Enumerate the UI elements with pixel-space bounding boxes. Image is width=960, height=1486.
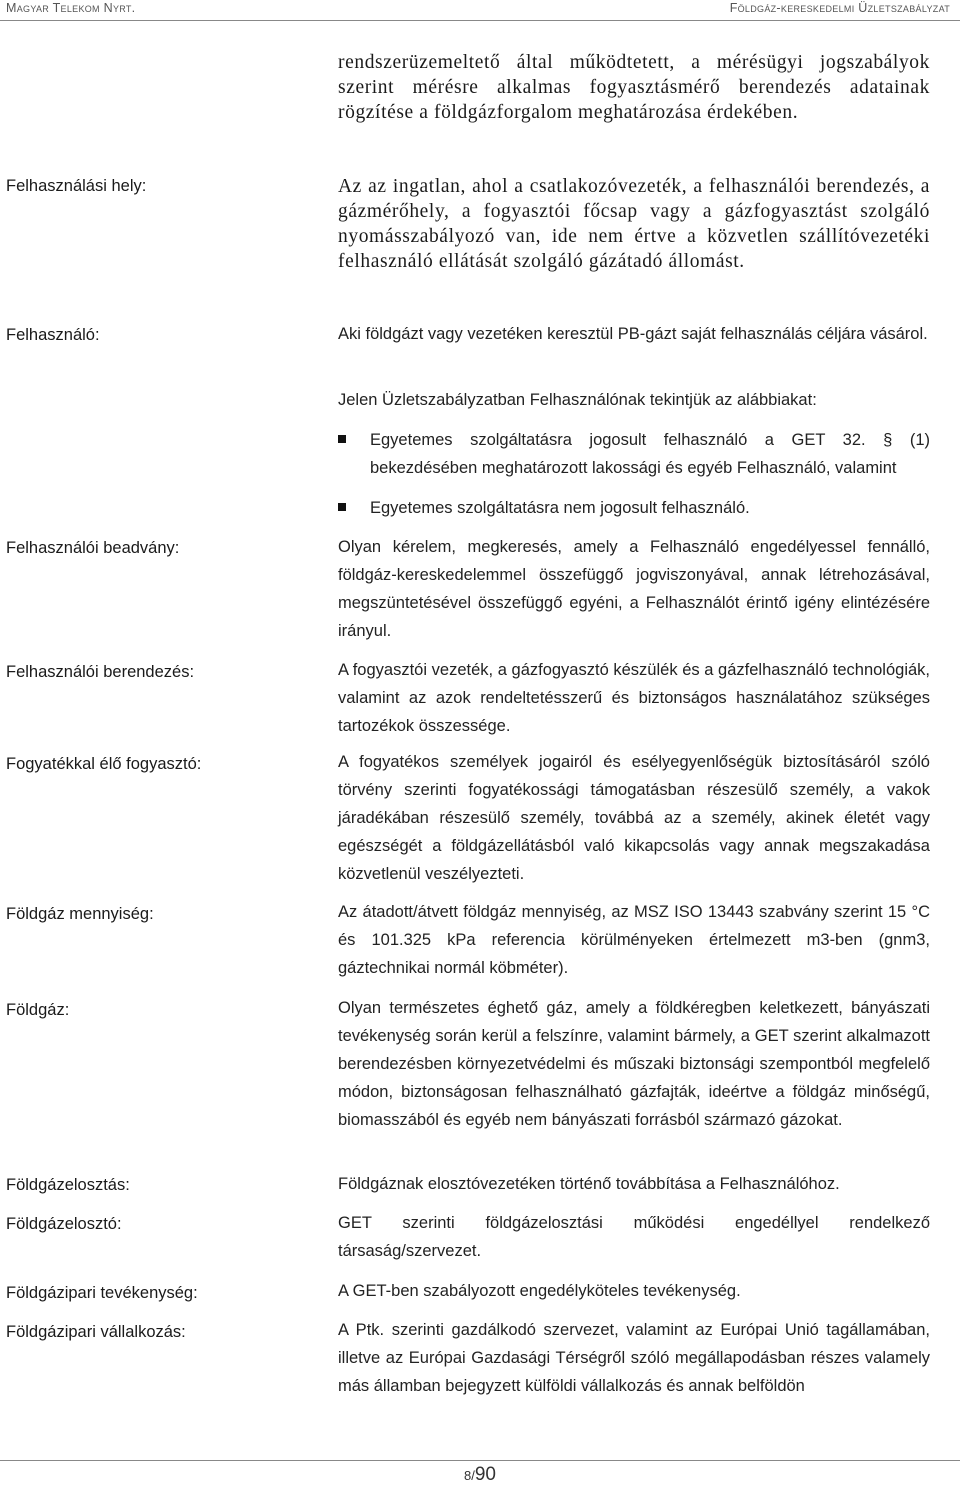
term-felhasznalasi-hely: Felhasználási hely: bbox=[6, 177, 147, 195]
definition-foldgaz-mennyiseg: Az átadott/átvett földgáz mennyiség, az MSZ ISO 13443 szabvány szerint 15 °C és 101.325 kPa referencia körülményeken értelmezett m3-ben (gnm3, gáztechnikai normál köbméter). bbox=[338, 903, 930, 977]
intro-paragraph: rendszerüzemeltető által működtetett, a mérésügyi jogszabályok szerint mérésre alkalmas fogyasztásmérő berendezés adatainak rögzítése a földgázforgalom meghatározása érdekében. bbox=[338, 52, 930, 123]
felhasznalo-note: Jelen Üzletszabályzatban Felhasználónak tekintjük az alábbiakat: bbox=[338, 391, 817, 409]
term-felhasznalo: Felhasználó: bbox=[6, 326, 100, 344]
definition-foldgaz: Olyan természetes éghető gáz, amely a földkéregben keletkezett, bányászati tevékenység során kerül a felszínre, valamint bármely, a GET szerint alkalmazott berendezésben környezetvédelmi és műszaki biztonsági szempontból megfelelő módon, biztonságosan felhasználható gázfajták, ideértve a földgáz minőségű, biomasszából és egyéb nem bányászati forrásból származó gázokat. bbox=[338, 999, 930, 1129]
term-foldgazelosztas: Földgázelosztás: bbox=[6, 1176, 130, 1194]
list-item-text: Egyetemes szolgáltatásra jogosult felhasználó a GET 32. § (1) bekezdésében meghatározott lakossági és egyéb Felhasználó, valamint bbox=[370, 431, 930, 477]
definition-foldgazipari-tevekenyseg: A GET-ben szabályozott engedélyköteles tevékenység. bbox=[338, 1282, 741, 1300]
term-foldgaz: Földgáz: bbox=[6, 1001, 70, 1019]
header-document-title: Földgáz-kereskedelmi Üzletszabályzat bbox=[729, 1, 950, 15]
page-total: 90 bbox=[474, 1464, 496, 1485]
list-item bbox=[338, 494, 930, 522]
bullet-square-icon bbox=[338, 503, 346, 511]
definition-felhasznaloi-berendezes: A fogyasztói vezeték, a gázfogyasztó készülék és a gázfelhasználó technológiák, valamint az azok rendeltetésszerű és biztonságos használatához szükséges tartozékok összessége. bbox=[338, 661, 930, 735]
definition-fogyatekkal-elo-fogyaszto: A fogyatékos személyek jogairól és esélyegyenlőségük biztosításáról szóló törvény szerinti fogyatékossági támogatásban részesülő személy, a vakok járadékában részesülő személy, továbbá az a személy, akinek életét vagy egészségét a földgázellátásból való kikapcsolás vagy annak megszakadása közvetlenül veszélyezteti. bbox=[338, 753, 930, 883]
bullet-square-icon bbox=[338, 435, 346, 443]
header-company: Magyar Telekom Nyrt. bbox=[6, 1, 136, 15]
definition-foldgazipari-vallalkozas: A Ptk. szerinti gazdálkodó szervezet, valamint az Európai Unió tagállamában, illetve az Európai Gazdasági Térségről szóló megállapodásban részes valamely más államban bejegyzett külföldi vállalkozás és annak belföldön bbox=[338, 1321, 930, 1395]
term-foldgazipari-vallalkozas: Földgázipari vállalkozás: bbox=[6, 1323, 186, 1341]
term-fogyatekkal-elo-fogyaszto: Fogyatékkal élő fogyasztó: bbox=[6, 755, 202, 773]
definition-felhasznalasi-hely: Az az ingatlan, ahol a csatlakozóvezeték, a felhasználói berendezés, a gázmérőhely, a fogyasztói főcsap vagy a gázfogyasztást szolgáló nyomásszabályozó van, ide nem értve a közvetlen szállítóvezetéki felhasználó ellátását szolgáló gázátadó állomást. bbox=[338, 176, 930, 272]
term-felhasznaloi-beadvany: Felhasználói beadvány: bbox=[6, 539, 180, 557]
page-current: 8 bbox=[464, 1468, 472, 1483]
term-foldgazipari-tevekenyseg: Földgázipari tevékenység: bbox=[6, 1284, 198, 1302]
footer-divider bbox=[0, 1460, 960, 1461]
term-felhasznaloi-berendezes: Felhasználói berendezés: bbox=[6, 663, 195, 681]
definition-felhasznalo: Aki földgázt vagy vezetéken keresztül PB-gázt saját felhasználás céljára vásárol. bbox=[338, 325, 928, 343]
term-foldgazeloszto: Földgázelosztó: bbox=[6, 1215, 122, 1233]
definition-foldgazeloszto: GET szerinti földgázelosztási működési engedéllyel rendelkező társaság/szervezet. bbox=[338, 1214, 930, 1260]
header-divider bbox=[0, 20, 960, 21]
definition-foldgazelosztas: Földgáznak elosztóvezetéken történő továbbítása a Felhasználóhoz. bbox=[338, 1175, 840, 1193]
definition-felhasznaloi-beadvany: Olyan kérelem, megkeresés, amely a Felhasználó engedélyessel fennálló, földgáz-kereskedelemmel összefüggő jogviszonyával, annak létrehozásával, megszüntetésével összefüggő egyéni, a Felhasználót érintő igény elintézésére irányul. bbox=[338, 538, 930, 640]
page-number: 8/90 bbox=[464, 1464, 496, 1485]
term-foldgaz-mennyiseg: Földgáz mennyiség: bbox=[6, 905, 154, 923]
list-item-text: Egyetemes szolgáltatásra nem jogosult felhasználó. bbox=[370, 499, 750, 517]
list-item bbox=[338, 426, 930, 482]
